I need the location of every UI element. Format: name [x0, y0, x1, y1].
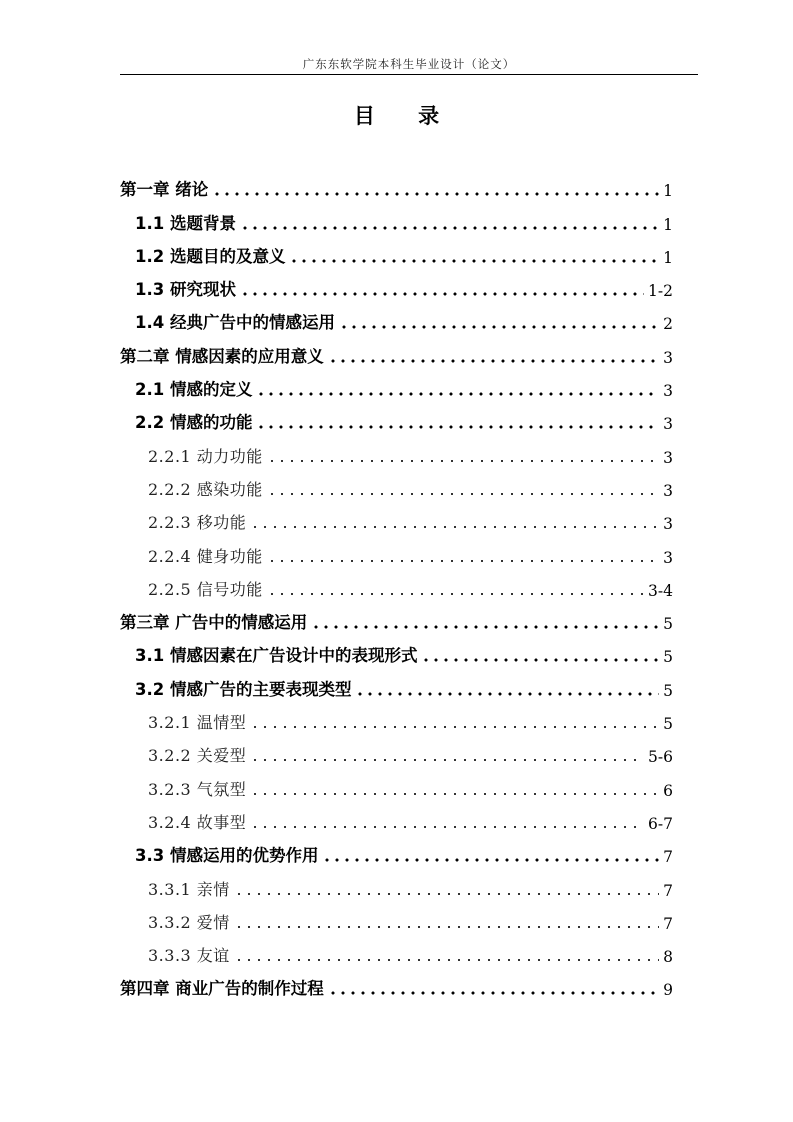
toc-entry-page-number: 7 [663, 848, 673, 867]
toc-entry-label: 2.2.3 移功能 [148, 513, 247, 533]
dot-leader [267, 492, 659, 496]
toc-entry-label: 1.1 选题背景 [135, 213, 236, 233]
toc-entry[interactable] [120, 533, 673, 566]
toc-entry-label: 3.3.1 亲情 [148, 879, 230, 899]
toc-entry-label: 3.2.2 关爱型 [148, 746, 247, 766]
dot-leader [250, 725, 659, 729]
dot-leader [267, 592, 644, 596]
toc-entry-page-number: 6-7 [648, 814, 673, 833]
toc-entry[interactable] [120, 467, 673, 500]
dot-leader [234, 892, 659, 896]
toc-entry[interactable] [120, 900, 673, 933]
dot-leader [212, 192, 659, 196]
toc-entry-page-number: 3 [663, 515, 673, 534]
toc-entry-label: 2.2.1 动力功能 [148, 446, 263, 466]
dot-leader [267, 459, 659, 463]
toc-entry-page-number: 3 [663, 448, 673, 467]
toc-entry-page-number: 3 [663, 548, 673, 567]
toc-entry-page-number: 5 [663, 615, 673, 634]
toc-entry[interactable] [120, 933, 673, 966]
dot-leader [250, 758, 644, 762]
dot-leader [355, 692, 659, 696]
toc-entry-page-number: 5 [663, 648, 673, 667]
dot-leader [339, 325, 659, 329]
toc-entry[interactable] [120, 400, 673, 433]
toc-entry[interactable] [120, 666, 673, 699]
toc-entry[interactable] [120, 567, 673, 600]
toc-entry-page-number: 2 [663, 315, 673, 334]
toc-entry[interactable] [120, 367, 673, 400]
toc-title: 目 录 [353, 104, 458, 128]
toc-entry[interactable] [120, 300, 673, 333]
toc-entry-page-number: 5 [663, 715, 673, 734]
toc-entry-page-number: 6 [663, 781, 673, 800]
toc-entry[interactable] [120, 433, 673, 466]
toc-entry-page-number: 9 [663, 981, 673, 1000]
toc-entry-label: 第四章 商业广告的制作过程 [120, 979, 324, 999]
toc-entry[interactable] [120, 500, 673, 533]
dot-leader [322, 858, 659, 862]
toc-entry-label: 2.2.5 信号功能 [148, 579, 263, 599]
toc-entry[interactable] [120, 733, 673, 766]
dot-leader [234, 958, 659, 962]
toc-entry-page-number: 3 [663, 415, 673, 434]
toc-entry[interactable] [120, 333, 673, 366]
toc-entry[interactable] [120, 766, 673, 799]
dot-leader [250, 792, 659, 796]
toc-entry-page-number: 1 [663, 248, 673, 267]
toc-entry-label: 1.3 研究现状 [135, 280, 236, 300]
toc-entry-label: 1.4 经典广告中的情感运用 [135, 313, 335, 333]
toc-entry-label: 2.2 情感的功能 [135, 413, 253, 433]
table-of-contents [120, 167, 673, 999]
toc-entry-page-number: 7 [663, 914, 673, 933]
dot-leader [234, 925, 659, 929]
toc-entry[interactable] [120, 800, 673, 833]
dot-leader [328, 991, 659, 995]
toc-entry-page-number: 1 [663, 215, 673, 234]
toc-entry-label: 第一章 绪论 [120, 180, 209, 200]
toc-entry[interactable] [120, 167, 673, 200]
toc-entry[interactable] [120, 600, 673, 633]
dot-leader [256, 425, 659, 429]
toc-entry-label: 3.3.2 爱情 [148, 912, 230, 932]
toc-entry-label: 3.3.3 友谊 [148, 946, 230, 966]
toc-entry-label: 2.1 情感的定义 [135, 380, 253, 400]
toc-entry-label: 2.2.4 健身功能 [148, 546, 263, 566]
toc-entry-page-number: 3 [663, 348, 673, 367]
toc-entry-page-number: 5 [663, 681, 673, 700]
dot-leader [240, 292, 644, 296]
dot-leader [311, 625, 659, 629]
dot-leader [256, 392, 659, 396]
toc-entry[interactable] [120, 267, 673, 300]
toc-entry-page-number: 7 [663, 881, 673, 900]
dot-leader [267, 559, 659, 563]
toc-entry-label: 1.2 选题目的及意义 [135, 246, 286, 266]
toc-entry-page-number: 3 [663, 382, 673, 401]
toc-entry-label: 3.1 情感因素在广告设计中的表现形式 [135, 646, 418, 666]
dot-leader [289, 259, 659, 263]
running-header: 广东东软学院本科生毕业设计（论文） [302, 57, 516, 71]
toc-entry-page-number: 3-4 [648, 581, 673, 600]
dot-leader [421, 658, 659, 662]
dot-leader [328, 359, 659, 363]
toc-entry-label: 3.2 情感广告的主要表现类型 [135, 679, 352, 699]
toc-entry-label: 3.2.4 故事型 [148, 812, 247, 832]
dot-leader [250, 825, 644, 829]
toc-entry-page-number: 1-2 [648, 282, 673, 301]
header-rule [120, 74, 698, 75]
toc-entry[interactable] [120, 234, 673, 267]
toc-entry[interactable] [120, 633, 673, 666]
toc-entry-label: 3.2.1 温情型 [148, 713, 247, 733]
toc-entry-label: 3.2.3 气氛型 [148, 779, 247, 799]
toc-entry-label: 第三章 广告中的情感运用 [120, 613, 308, 633]
toc-entry[interactable] [120, 700, 673, 733]
toc-entry[interactable] [120, 200, 673, 233]
toc-entry[interactable] [120, 866, 673, 899]
toc-entry-label: 3.3 情感运用的优势作用 [135, 846, 319, 866]
dot-leader [240, 226, 659, 230]
toc-entry[interactable] [120, 966, 673, 999]
toc-entry-page-number: 1 [663, 182, 673, 201]
toc-entry[interactable] [120, 833, 673, 866]
toc-entry-page-number: 5-6 [648, 748, 673, 767]
dot-leader [250, 525, 659, 529]
toc-entry-label: 2.2.2 感染功能 [148, 479, 263, 499]
toc-entry-page-number: 3 [663, 481, 673, 500]
toc-entry-page-number: 8 [663, 948, 673, 967]
toc-entry-label: 第二章 情感因素的应用意义 [120, 346, 324, 366]
